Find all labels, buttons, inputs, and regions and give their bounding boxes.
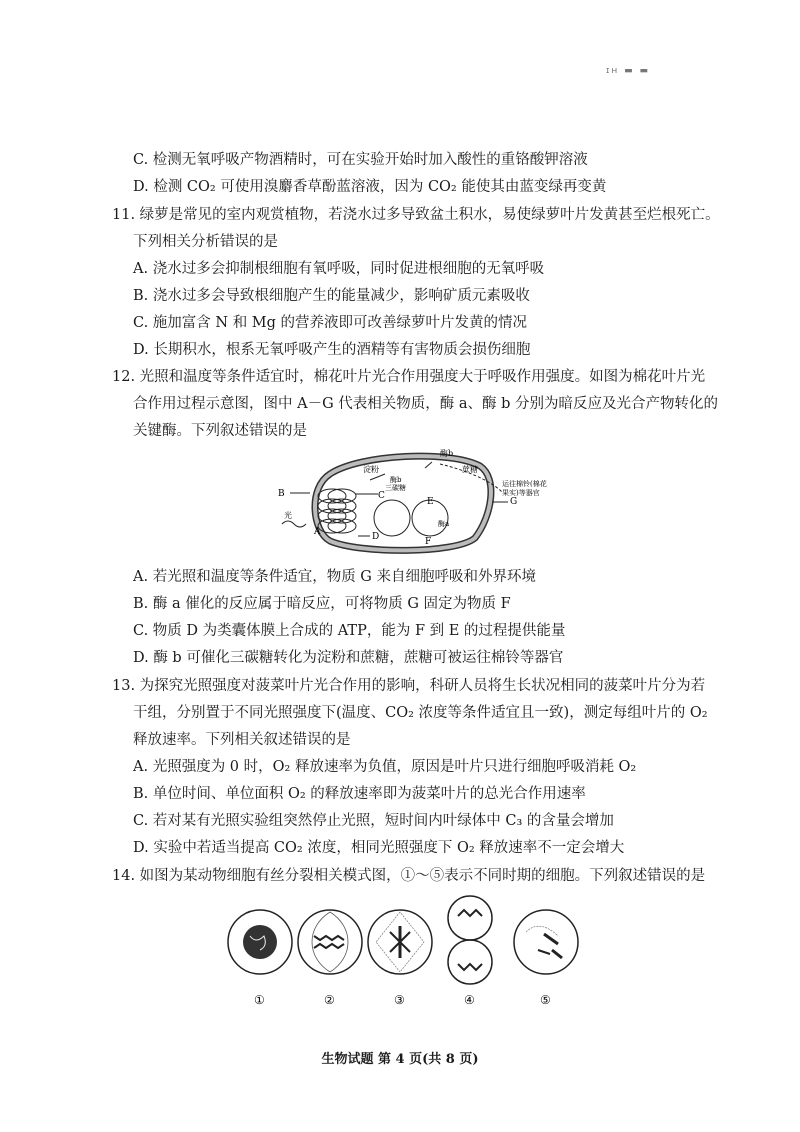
page-corner-mark: ɪʜ ▬ ▬ <box>606 66 650 76</box>
q14-stem: 14. 如图为某动物细胞有丝分裂相关模式图，①～⑤表示不同时期的细胞。下列叙述错误的是 <box>112 868 706 884</box>
cell-5 <box>514 910 578 974</box>
label-transport-1: 运往棉铃(棉花 <box>502 480 547 488</box>
cell-1-nucleus <box>243 925 277 959</box>
label-starch: 淀粉 <box>363 465 379 474</box>
q11-stem-line2: 下列相关分析错误的是 <box>133 234 278 250</box>
label-A: A <box>314 527 321 537</box>
q12-stem-line1: 12. 光照和温度等条件适宜时，棉花叶片光合作用强度大于呼吸作用强度。如图为棉花叶片光 <box>112 369 706 385</box>
cell-label-4: ④ <box>464 993 475 1007</box>
label-C: C <box>378 491 385 501</box>
label-light: 光 <box>284 511 292 520</box>
label-B: B <box>278 489 285 499</box>
q13-stem-line1: 13. 为探究光照强度对菠菜叶片光合作用的影响，科研人员将生长状况相同的菠菜叶片分为若 <box>112 678 706 694</box>
label-sucrose: 蔗糖 <box>462 465 478 474</box>
q13-stem-line2: 干组，分别置于不同光照强度下(温度、CO₂ 浓度等条件适宜且一致)，测定每组叶片的 O₂ <box>133 705 708 721</box>
label-F: F <box>425 537 432 547</box>
label-D: D <box>372 532 380 542</box>
label-enzyme-b: 酶b <box>440 449 454 458</box>
q13-option-b: B. 单位时间、单位面积 O₂ 的释放速率即为菠菜叶片的总光合作用速率 <box>133 786 586 802</box>
cell-label-3: ③ <box>394 993 405 1007</box>
calvin-cycle-left <box>374 500 410 536</box>
q10-option-d: D. 检测 CO₂ 可使用溴麝香草酚蓝溶液，因为 CO₂ 能使其由蓝变绿再变黄 <box>133 179 607 195</box>
cell-3 <box>368 910 432 974</box>
thylakoid-stack <box>318 489 356 533</box>
cell-1 <box>228 910 292 974</box>
q12-option-d: D. 酶 b 可催化三碳糖转化为淀粉和蔗糖，蔗糖可被运往棉铃等器官 <box>133 650 564 666</box>
q13-stem-line3: 释放速率。下列相关叙述错误的是 <box>133 732 351 748</box>
label-E: E <box>427 497 434 507</box>
cell-4 <box>448 896 492 984</box>
q12-option-b: B. 酶 a 催化的反应属于暗反应，可将物质 G 固定为物质 F <box>133 596 511 612</box>
label-transport-2: 果实)等器官 <box>502 489 540 497</box>
chloroplast-photosynthesis-diagram <box>270 446 550 556</box>
q11-option-c: C. 施加富含 N 和 Mg 的营养液即可改善绿萝叶片发黄的情况 <box>133 315 528 331</box>
q12-option-a: A. 若光照和温度等条件适宜，物质 G 来自细胞呼吸和外界环境 <box>133 569 536 585</box>
label-enzyme-b-2: 酶b <box>390 476 402 484</box>
q12-stem-line2: 合作用过程示意图，图中 A－G 代表相关物质，酶 a、酶 b 分别为暗反应及光合产物转化的 <box>133 396 719 412</box>
q11-stem-line1: 11. 绿萝是常见的室内观赏植物，若浇水过多导致盆土积水，易使绿萝叶片发黄甚至烂根死亡。 <box>112 207 720 223</box>
q12-stem-line3: 关键酶。下列叙述错误的是 <box>133 423 307 439</box>
q11-option-b: B. 浇水过多会导致根细胞产生的能量减少，影响矿质元素吸收 <box>133 288 530 304</box>
q13-option-d: D. 实验中若适当提高 CO₂ 浓度，相同光照强度下 O₂ 释放速率不一定会增大 <box>133 840 625 856</box>
q10-option-c: C. 检测无氧呼吸产物酒精时，可在实验开始时加入酸性的重铬酸钾溶液 <box>133 152 588 168</box>
label-G: G <box>510 497 518 507</box>
q13-option-c: C. 若对某有光照实验组突然停止光照，短时间内叶绿体中 C₃ 的含量会增加 <box>133 813 614 829</box>
mitosis-cells-figure <box>218 892 618 1010</box>
page-footer: 生物试题 第 4 页(共 8 页) <box>321 1052 479 1067</box>
cell-label-2: ② <box>324 993 335 1007</box>
q11-option-d: D. 长期积水，根系无氧呼吸产生的酒精等有害物质会损伤细胞 <box>133 342 531 358</box>
q13-option-a: A. 光照强度为 0 时，O₂ 释放速率为负值，原因是叶片只进行细胞呼吸消耗 O₂ <box>133 759 637 775</box>
q11-option-a: A. 浇水过多会抑制根细胞有氧呼吸，同时促进根细胞的无氧呼吸 <box>133 261 545 277</box>
cell-label-5: ⑤ <box>540 993 551 1007</box>
cell-label-1: ① <box>254 993 265 1007</box>
cell-2 <box>298 910 362 974</box>
label-triose: 三碳糖 <box>385 484 406 492</box>
q12-option-c: C. 物质 D 为类囊体膜上合成的 ATP，能为 F 到 E 的过程提供能量 <box>133 623 566 639</box>
label-enzyme-a: 酶a <box>438 520 450 528</box>
